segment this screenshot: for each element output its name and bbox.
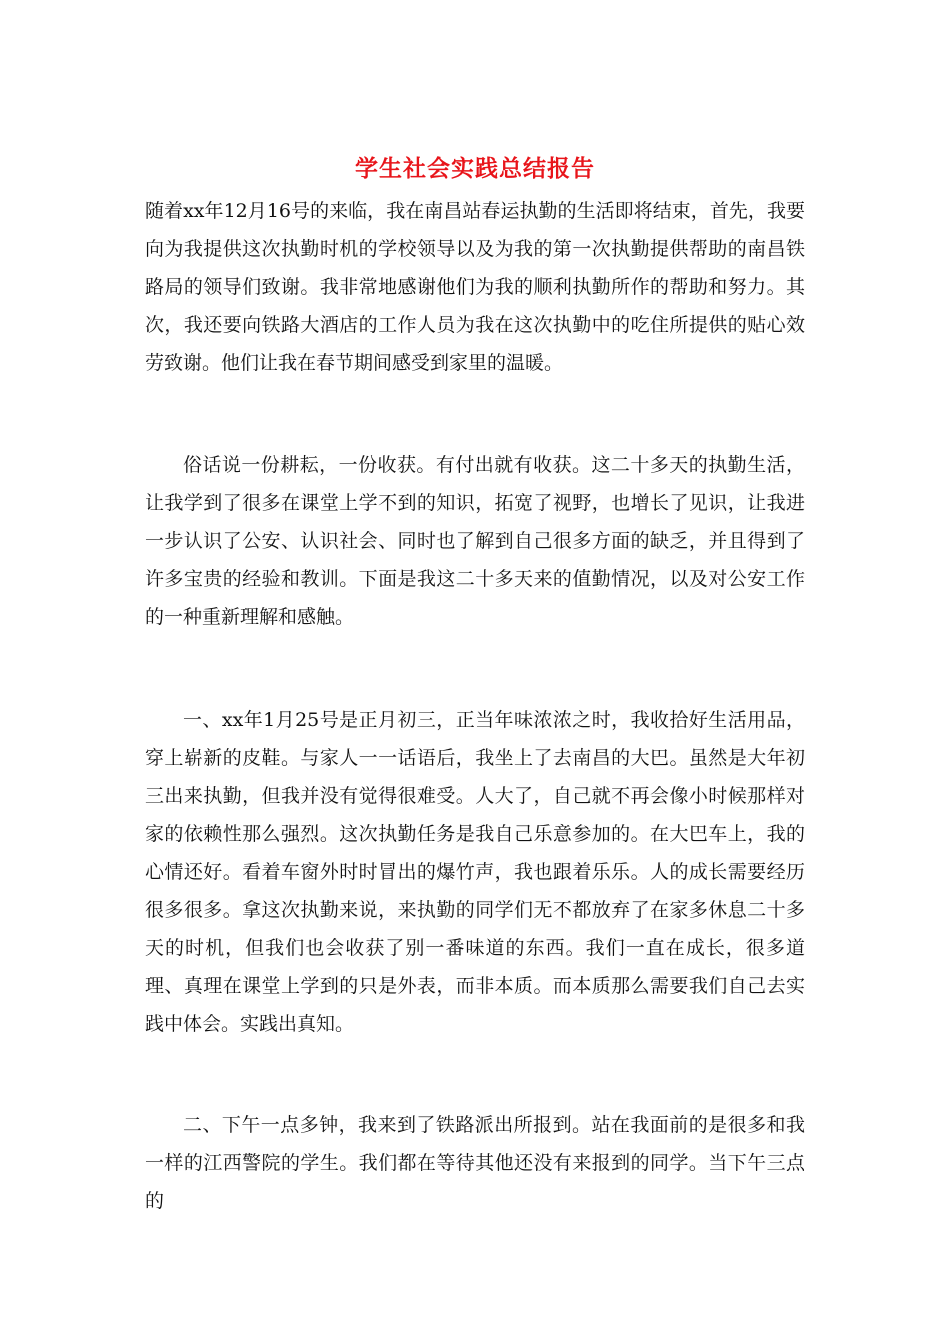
paragraph-2: 俗话说一份耕耘，一份收获。有付出就有收获。这二十多天的执勤生活，让我学到了很多在课堂上学不到的知识，拓宽了视野，也增长了见识，让我进一步认识了公安、认识社会、同时也了解到自己很多方面的缺乏，并且得到了许多宝贵的经验和教训。下面是我这二十多天来的值勤情况，以及对公安工作的一种重新理解和感触。 bbox=[145, 454, 805, 628]
paragraph-1: 随着xx年12月16号的来临，我在南昌站春运执勤的生活即将结束，首先，我要向为我提供这次执勤时机的学校领导以及为我的第一次执勤提供帮助的南昌铁路局的领导们致谢。我非常地感谢他们为我的顺利执勤所作的帮助和努力。其次，我还要向铁路大酒店的工作人员为我在这次执勤中的吃住所提供的贴心效劳致谢。他们让我在春节期间感受到家里的温暖。 bbox=[145, 200, 805, 374]
paragraph-4: 二、下午一点多钟，我来到了铁路派出所报到。站在我面前的是很多和我一样的江西警院的学生。我们都在等待其他还没有来报到的同学。当下午三点的 bbox=[145, 1114, 805, 1212]
document-title: 学生社会实践总结报告 bbox=[355, 155, 595, 182]
paragraph-3: 一、xx年1月25号是正月初三，正当年味浓浓之时，我收拾好生活用品，穿上崭新的皮鞋。与家人一一话语后，我坐上了去南昌的大巴。虽然是大年初三出来执勤，但我并没有觉得很难受。人大了，自己就不再会像小时候那样对家的依赖性那么强烈。这次执勤任务是我自己乐意参加的。在大巴车上，我的心情还好。看着车窗外时时冒出的爆竹声，我也跟着乐乐。人的成长需要经历很多很多。拿这次执勤来说，来执勤的同学们无不都放弃了在家多休息二十多天的时机，但我们也会收获了别一番味道的东西。我们一直在成长，很多道理、真理在课堂上学到的只是外表，而非本质。而本质那么需要我们自己去实践中体会。实践出真知。 bbox=[145, 709, 805, 1035]
